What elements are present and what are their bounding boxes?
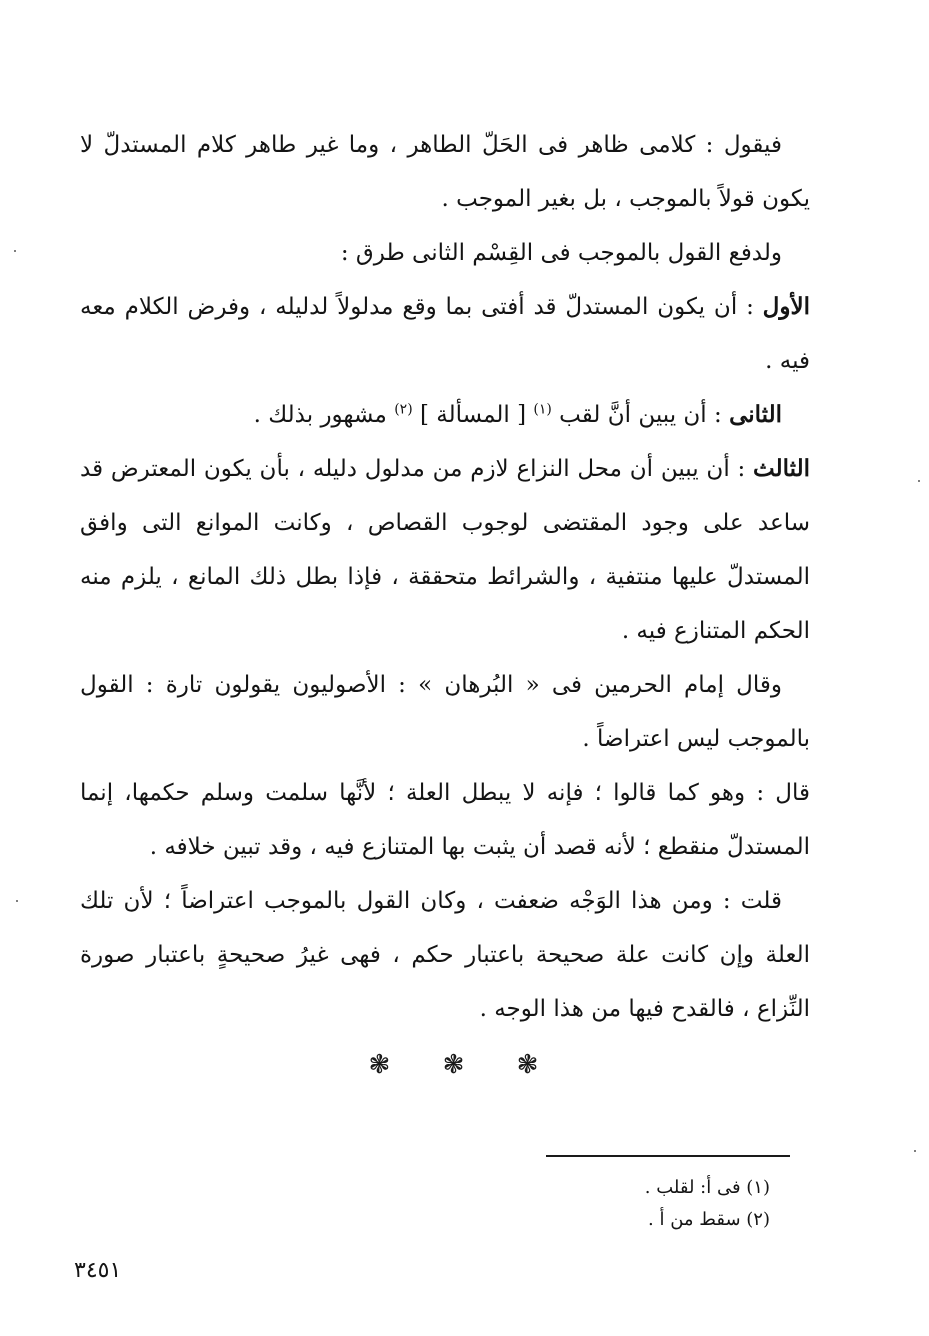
paragraph-4-text-b: [ المسألة ] [412, 402, 534, 428]
paragraph-3-text: : أن يكون المستدلّ قد أفتى بما وقع مدلولاً لدليله ، وفرض الكلام معه فيه . [80, 294, 810, 374]
footnote-ref-1: (١) [533, 401, 552, 418]
page-number: ٣٤٥١ [74, 1258, 122, 1283]
paragraph-5 [80, 442, 810, 658]
paragraph-6: وقال إمام الحرمين فى « البُرهان » : الأصوليون يقولون تارة : القول بالموجب ليس اعتراضاً . [80, 672, 810, 752]
paragraph-1: فيقول : كلامى ظاهر فى الحَلّ الطاهر ، وما غير طاهر كلام المستدلّ لا يكون قولاً بالموجب ، بل بغير الموجب . [80, 132, 810, 212]
paragraph-4-text-a: : أن يبين أنَّ لقب [551, 402, 730, 428]
paragraph-3-lead: الأول [762, 293, 810, 320]
footnote-1: (١) فى أ: لقلب . [644, 1177, 770, 1198]
section-separator: ❃ ❃ ❃ [368, 1050, 561, 1080]
paragraph-5-text: : أن يبين أن محل النزاع لازم من مدلول دليله ، بأن يكون المعترض قد ساعد على وجود المقتضى لوجوب القصاص ، وكانت الموانع التى وافق المستدلّ عليها منتفية ، والشرائط متحققة ، فإذا بطل ذلك المانع ، يلزم منه الحكم المتنازع فيه . [80, 456, 810, 644]
footnote-ref-2: (٢) [394, 401, 413, 418]
paragraph-7: قال : وهو كما قالوا ؛ فإنه لا يبطل العلة ؛ لأنَّها سلمت وسلم حكمها، إنما المستدلّ منقطع ؛ لأنه قصد أن يثبت بها المتنازع فيه ، وقد تبين خلافه . [80, 780, 810, 860]
scan-speck [914, 1150, 916, 1152]
paragraph-4 [80, 388, 810, 442]
main-text [80, 118, 810, 1036]
scan-speck [14, 250, 16, 252]
paragraph-5-lead: الثالث [753, 455, 810, 482]
paragraph-8: قلت : ومن هذا الوَجْه ضعفت ، وكان القول بالموجب اعتراضاً ؛ لأن تلك العلة وإن كانت علة صحيحة باعتبار حكم ، فهى غيرُ صحيحةٍ باعتبار صورة النِّزاع ، فالقدح فيها من هذا الوجه . [80, 888, 810, 1022]
paragraph-2: ولدفع القول بالموجب فى القِسْم الثانى طرق : [340, 240, 782, 266]
footnote-2: (٢) سقط من أ . [648, 1209, 770, 1230]
footnotes [400, 1172, 770, 1236]
scan-speck [918, 480, 920, 482]
paragraph-4-text-c: مشهور بذلك . [253, 402, 395, 428]
footnote-divider [546, 1155, 790, 1157]
paragraph-4-lead: الثانى [729, 401, 782, 428]
scan-speck [16, 900, 18, 902]
paragraph-3 [80, 280, 810, 388]
